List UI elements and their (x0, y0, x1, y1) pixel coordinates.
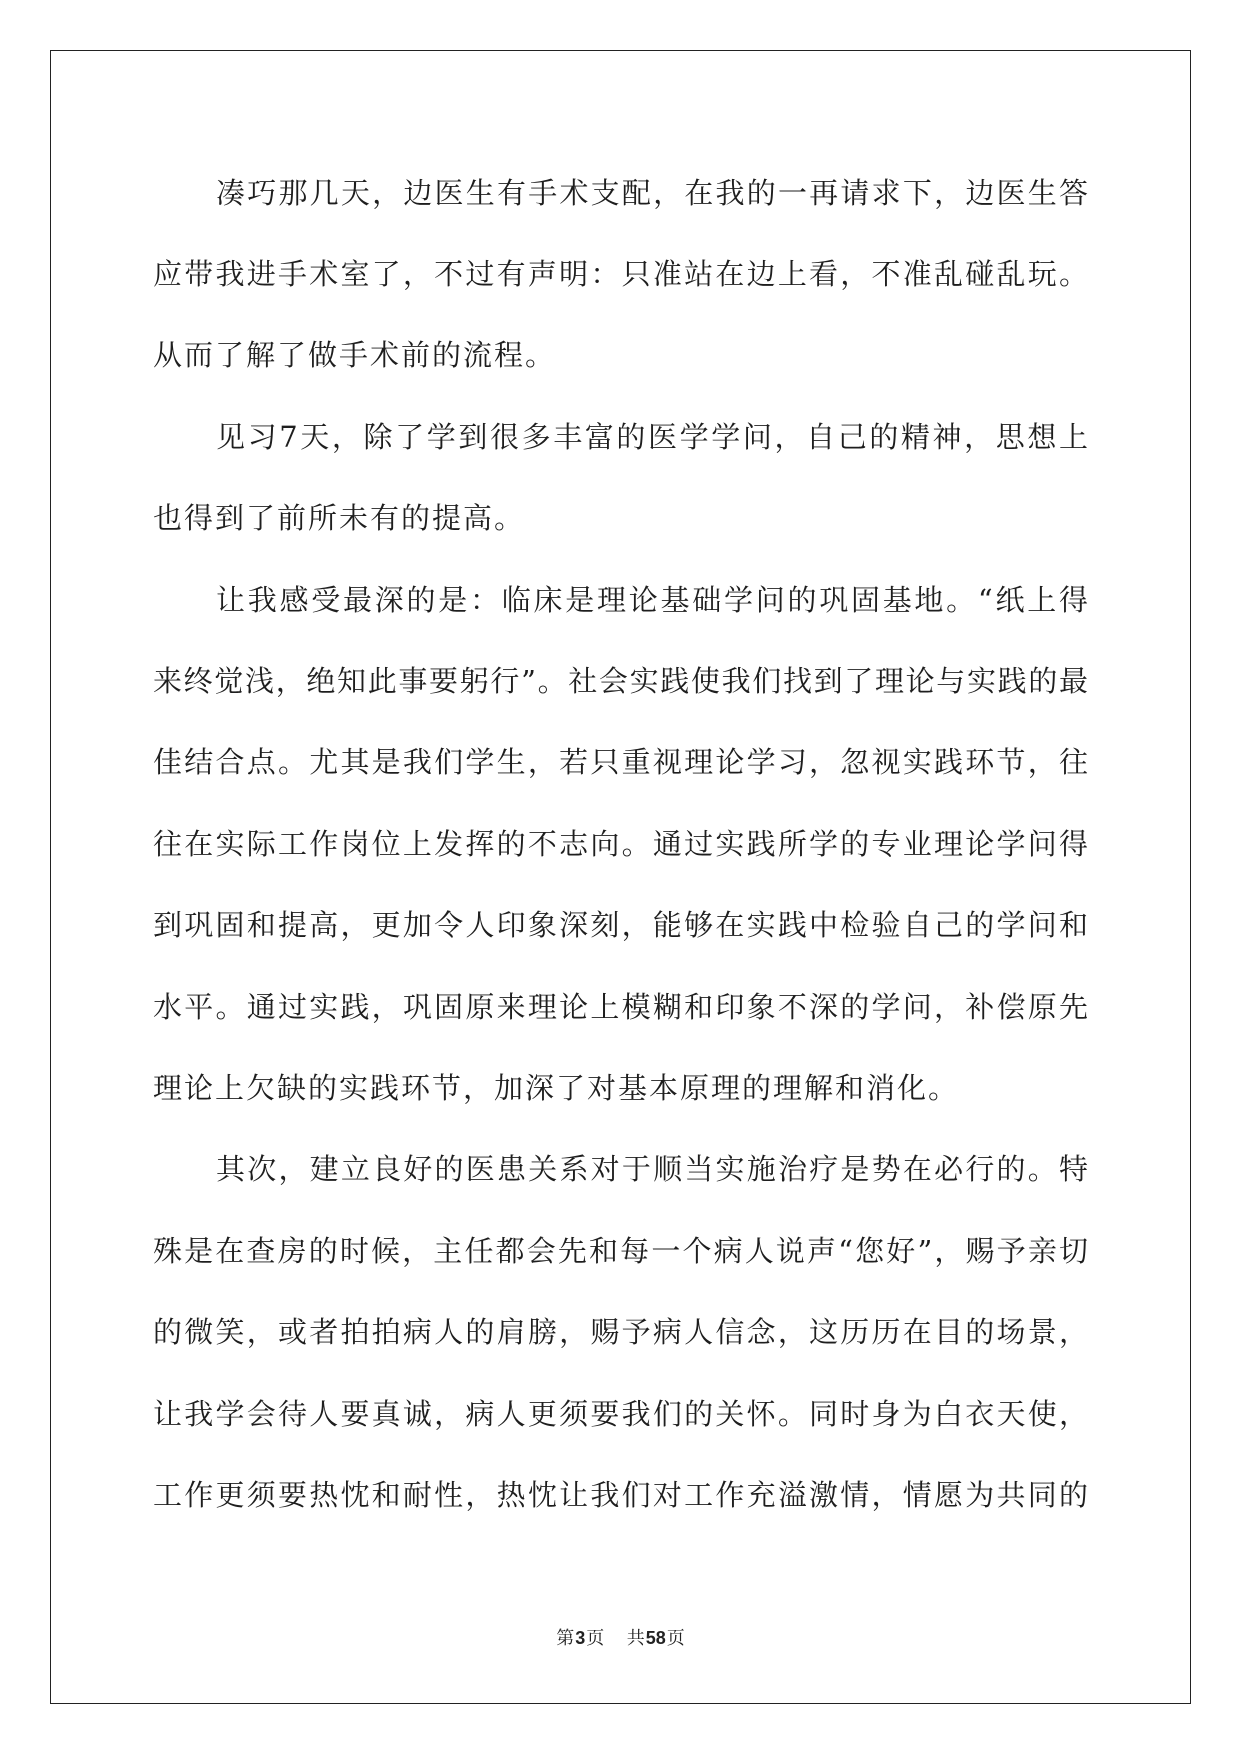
text-line: 凑巧那几天，边医生有手术支配，在我的一再请求下，边医生答 (216, 176, 1091, 210)
total-prefix: 共 (626, 1628, 645, 1648)
text-line: 工作更须要热忱和耐性，热忱让我们对工作充溢激情，情愿为共同的 (153, 1478, 1091, 1512)
text-line: 从而了解了做手术前的流程。 (153, 338, 557, 372)
page-suffix: 页 (586, 1628, 605, 1648)
total-number: 58 (645, 1628, 666, 1648)
text-line: 的微笑，或者拍拍病人的肩膀，赐予病人信念，这历历在目的场景， (153, 1315, 1091, 1349)
page-footer (0, 1626, 1241, 1650)
text-line: 见习7天，除了学到很多丰富的医学学问，自己的精神，思想上 (216, 420, 1091, 454)
text-line: 佳结合点。尤其是我们学生，若只重视理论学习，忽视实践环节，往 (153, 745, 1091, 779)
text-line: 到巩固和提高，更加令人印象深刻，能够在实践中检验自己的学问和 (153, 908, 1091, 942)
text-line: 来终觉浅，绝知此事要躬行”。社会实践使我们找到了理论与实践的最 (153, 664, 1090, 698)
page-border (50, 50, 1191, 1704)
text-line: 殊是在查房的时候，主任都会先和每一个病人说声“您好”，赐予亲切 (153, 1234, 1091, 1268)
page-indicator (556, 1628, 609, 1648)
text-line: 往在实际工作岗位上发挥的不志向。通过实践所学的专业理论学问得 (153, 827, 1091, 861)
page-number: 3 (575, 1628, 586, 1648)
page-prefix: 第 (556, 1628, 575, 1648)
total-suffix: 页 (666, 1628, 685, 1648)
text-line: 让我学会待人要真诚，病人更须要我们的关怀。同时身为白衣天使， (153, 1397, 1091, 1431)
text-line: 也得到了前所未有的提高。 (153, 501, 526, 535)
text-line: 理论上欠缺的实践环节，加深了对基本原理的理解和消化。 (153, 1071, 960, 1105)
text-line: 水平。通过实践，巩固原来理论上模糊和印象不深的学问，补偿原先 (153, 990, 1091, 1024)
text-line: 应带我进手术室了，不过有声明：只准站在边上看，不准乱碰乱玩。 (153, 257, 1091, 291)
total-pages-indicator (627, 1628, 685, 1648)
text-line: 其次，建立良好的医患关系对于顺当实施治疗是势在必行的。特 (216, 1152, 1091, 1186)
text-line: 让我感受最深的是：临床是理论基础学问的巩固基地。“纸上得 (216, 583, 1091, 617)
